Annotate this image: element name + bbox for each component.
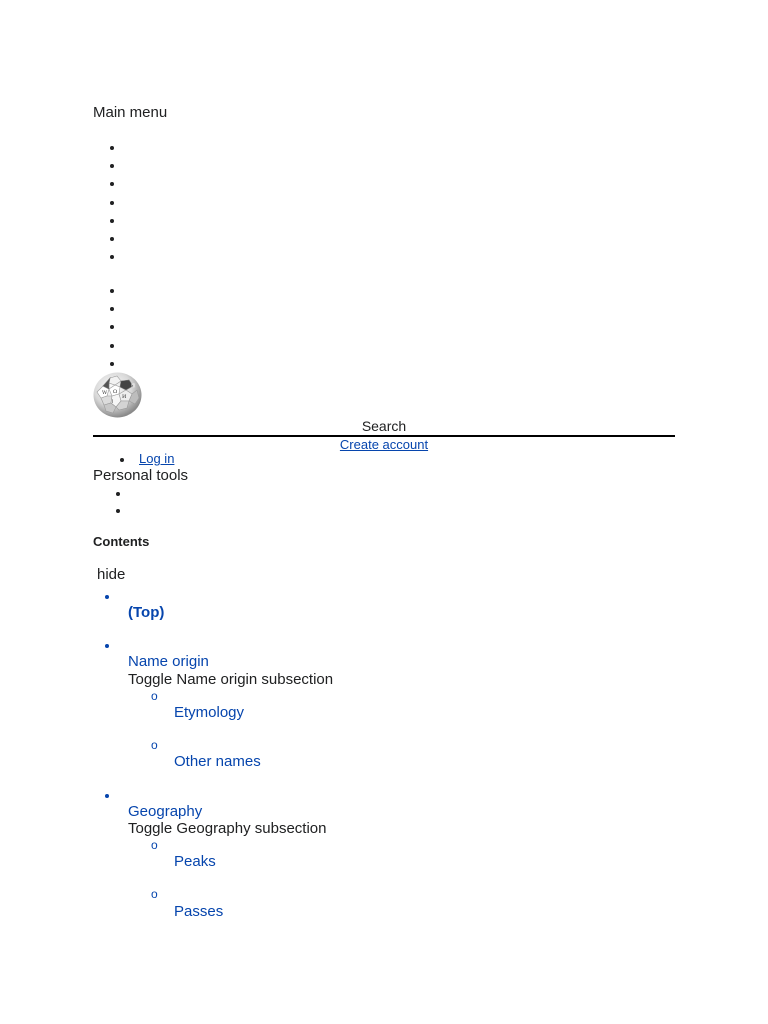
list-item[interactable] [110, 307, 114, 311]
list-item[interactable] [110, 219, 114, 223]
list-item[interactable] [110, 289, 114, 293]
toc-bullet [105, 794, 109, 798]
list-item[interactable] [110, 201, 114, 205]
create-account-link[interactable]: Create account [339, 437, 429, 452]
svg-text:W: W [102, 390, 108, 396]
list-item[interactable] [110, 344, 114, 348]
search-label[interactable]: Search [361, 418, 407, 434]
list-item-bullet [120, 458, 124, 462]
toc-bullet [105, 595, 109, 599]
list-item[interactable] [110, 362, 114, 366]
toc-item-name-origin[interactable]: Name origin [128, 653, 209, 670]
wikipedia-logo-icon[interactable] [93, 372, 142, 418]
list-item[interactable] [116, 509, 120, 513]
main-menu-label[interactable]: Main menu [93, 104, 168, 121]
list-item[interactable] [110, 182, 114, 186]
list-item[interactable] [116, 492, 120, 496]
svg-text:И: И [122, 394, 127, 400]
list-item[interactable] [110, 164, 114, 168]
list-item[interactable] [110, 237, 114, 241]
toggle-geography-button[interactable]: Toggle Geography subsection [128, 820, 327, 837]
list-item[interactable] [110, 325, 114, 329]
toc-title: Contents [93, 534, 150, 549]
toc-item-etymology[interactable]: Etymology [174, 704, 245, 721]
toc-bullet [105, 644, 109, 648]
toc-sub-bullet: o [151, 838, 158, 852]
toc-item-other-names[interactable]: Other names [174, 753, 261, 770]
toc-item-passes[interactable]: Passes [174, 903, 224, 920]
svg-text:Ω: Ω [113, 389, 118, 395]
toc-item-peaks[interactable]: Peaks [174, 853, 216, 870]
toc-sub-bullet: o [151, 689, 158, 703]
svg-text:维: 维 [131, 384, 136, 389]
list-item[interactable] [110, 146, 114, 150]
toc-sub-bullet: o [151, 887, 158, 901]
toggle-name-origin-button[interactable]: Toggle Name origin subsection [128, 671, 334, 688]
toc-hide-button[interactable]: hide [97, 566, 126, 583]
list-item[interactable] [110, 255, 114, 259]
toc-item-geography[interactable]: Geography [128, 803, 203, 820]
toc-item-top[interactable]: (Top) [128, 604, 165, 621]
personal-tools-label[interactable]: Personal tools [93, 467, 189, 484]
toc-sub-bullet: o [151, 738, 158, 752]
svg-text:ا: ا [112, 399, 114, 405]
log-in-link[interactable]: Log in [139, 451, 175, 466]
